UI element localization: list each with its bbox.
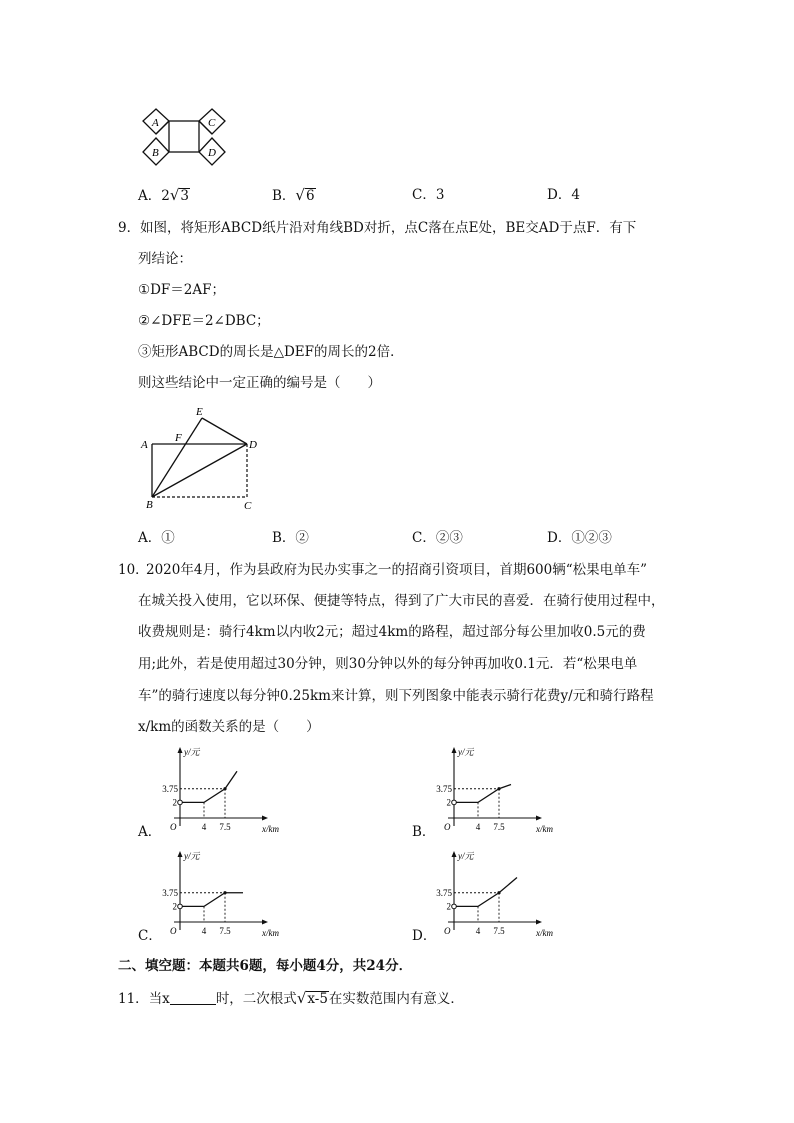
q10-line-1: 2020年4月，作为县政府为民办实事之一的招商引资项目，首期600辆“松果电单车”: [146, 562, 648, 578]
start-point: [452, 904, 457, 909]
q9-number: 9．: [118, 220, 141, 236]
q9-conclusion-1: ①DF＝2AF；: [138, 282, 225, 298]
q11-number: 11．: [118, 991, 149, 1007]
q8-option-d: D．4: [547, 187, 580, 203]
series-line: [454, 784, 511, 802]
y-tick-2: 2: [172, 901, 177, 912]
q9-figure: [138, 404, 266, 514]
x-tick-7.5: 7.5: [493, 926, 505, 936]
origin-label: O: [170, 822, 177, 832]
q8-label-c: C: [208, 117, 216, 129]
q11-line: 11．当x 时，二次根式√x-5在实数范围内有意义．: [118, 989, 464, 1007]
q10-line-6: x/km的函数关系的是（ ）: [138, 719, 320, 735]
q9-label-c: C: [244, 500, 252, 512]
y-tick-3.75: 3.75: [436, 887, 452, 898]
q11-answer-blank[interactable]: [170, 990, 216, 1005]
q9-option-c: C．②③: [412, 530, 463, 546]
q11-radicand: x-5: [307, 991, 328, 1007]
q10-option-d: D．: [412, 928, 437, 944]
x-axis-label: x/km: [262, 824, 279, 834]
q10-line-5: 车”的骑行速度以每分钟0.25km来计算，则下列图象中能表示骑行花费y/元和骑行路程: [138, 688, 654, 704]
x-axis-arrow: [262, 816, 268, 821]
q10-line-3: 收费规则是：骑行4km以内收2元；超过4km的路程，超过部分每公里加收0.5元的费: [138, 624, 646, 640]
q9-label-a: A: [141, 439, 148, 451]
q10-option-b: B．: [412, 824, 436, 840]
q9-conclusion-3: ③矩形ABCD的周长是△DEF的周长的2倍．: [138, 344, 404, 360]
section-2-title: 二、填空题：本题共6题，每小题4分，共24分．: [118, 958, 413, 974]
start-point: [452, 800, 457, 805]
q8-option-a: A．2√3: [138, 186, 189, 204]
q8-label-b: B: [152, 147, 159, 159]
q9-ask: 则这些结论中一定正确的编号是（ ）: [138, 375, 381, 391]
y-axis-label: y/元: [458, 747, 474, 757]
x-tick-7.5: 7.5: [219, 926, 231, 936]
x-axis-label: x/km: [536, 824, 553, 834]
y-tick-2: 2: [446, 901, 451, 912]
q9-conclusion-2: ②∠DFE＝2∠DBC；: [138, 313, 270, 329]
q8-figure: [136, 106, 232, 168]
q11-mid: 时，二次根式: [215, 991, 297, 1007]
q9-label-d: D: [249, 439, 257, 451]
y-axis-arrow: [452, 747, 457, 753]
q9-label-b: B: [146, 499, 153, 511]
x-tick-7.5: 7.5: [219, 822, 231, 832]
q9-option-d: D．①②③: [547, 530, 612, 546]
q9-option-a: A．①: [138, 530, 175, 546]
x-tick-4: 4: [201, 822, 207, 832]
x-axis-arrow: [536, 920, 542, 925]
q8-label-d: D: [208, 147, 216, 159]
q10-line-4: 用;此外，若是使用超过30分钟，则30分钟以外的每分钟再加收0.1元．若“松果电单: [138, 656, 638, 672]
series-line: [180, 771, 237, 802]
y-tick-3.75: 3.75: [436, 783, 452, 794]
break-point: [497, 787, 500, 790]
series-line: [180, 893, 243, 907]
break-point: [223, 891, 226, 894]
q8-label-a: A: [152, 117, 159, 129]
x-axis-arrow: [536, 816, 542, 821]
break-point: [223, 787, 226, 790]
q10-graph-a: [162, 744, 296, 836]
q9-stem-line1: 如图，将矩形ABCD纸片沿对角线BD对折，点C落在点E处，BE交AD于点F．有下: [140, 220, 637, 236]
q10-graph-b: [436, 744, 570, 836]
y-axis-label: y/元: [458, 851, 474, 861]
q9-label-e: E: [196, 406, 203, 418]
y-tick-2: 2: [446, 797, 451, 808]
q9-stem-line2: 列结论：: [138, 251, 192, 267]
y-axis-label: y/元: [184, 747, 200, 757]
q10-number: 10．: [118, 562, 149, 578]
origin-label: O: [444, 926, 451, 936]
q8-center-square: [169, 121, 199, 152]
x-axis-arrow: [262, 920, 268, 925]
x-tick-4: 4: [475, 926, 481, 936]
q9-label-f: F: [175, 432, 182, 444]
x-tick-4: 4: [201, 926, 207, 936]
q10-graph-c: [162, 848, 296, 940]
q11-pre: 当x: [148, 991, 170, 1007]
y-axis-arrow: [452, 851, 457, 857]
q10-option-c: C．: [138, 928, 162, 944]
start-point: [178, 800, 183, 805]
y-axis-arrow: [178, 747, 183, 753]
x-axis-label: x/km: [262, 928, 279, 938]
q9-option-b: B．②: [272, 530, 309, 546]
y-tick-2: 2: [172, 797, 177, 808]
start-point: [178, 904, 183, 909]
break-point: [497, 891, 500, 894]
y-axis-arrow: [178, 851, 183, 857]
q11-post: 在实数范围内有意义．: [328, 991, 464, 1007]
q10-option-a: A．: [138, 824, 162, 840]
y-tick-3.75: 3.75: [162, 783, 178, 794]
series-line: [454, 878, 517, 907]
y-axis-label: y/元: [184, 851, 200, 861]
origin-label: O: [170, 926, 177, 936]
x-tick-4: 4: [475, 822, 481, 832]
x-axis-label: x/km: [536, 928, 553, 938]
x-tick-7.5: 7.5: [493, 822, 505, 832]
y-tick-3.75: 3.75: [162, 887, 178, 898]
q10-graph-d: [436, 848, 570, 940]
q10-line-2: 在城关投入使用，它以环保、便捷等特点，得到了广大市民的喜爱．在骑行使用过程中，: [138, 593, 665, 609]
origin-label: O: [444, 822, 451, 832]
q8-option-b: B．√6: [272, 186, 315, 204]
q8-option-c: C．3: [412, 187, 445, 203]
